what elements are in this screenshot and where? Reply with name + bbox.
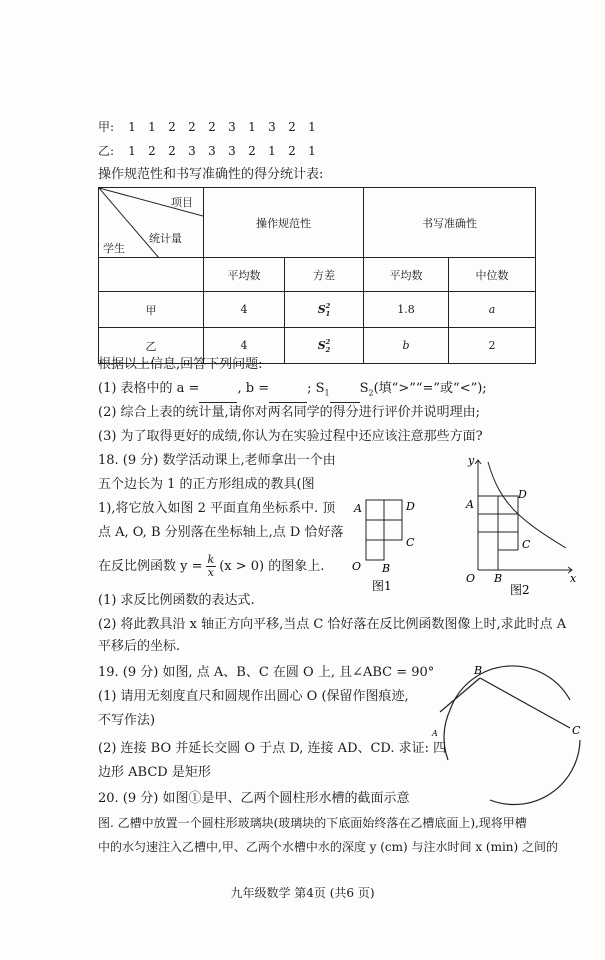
answer-blank[interactable]: [199, 390, 237, 403]
q19-line1: 19. (9 分) 如图, 点 A、B、C 在圆 O 上, 且∠ABC = 90°: [98, 665, 435, 680]
cell: 1.8: [364, 292, 449, 328]
score-value: 2: [168, 144, 176, 158]
q18-line4: 点 A, O, B 分别落在坐标轴上,点 D 恰好落: [98, 525, 344, 540]
sub-header: 方差: [285, 258, 364, 292]
fig2-label-O: O: [466, 572, 476, 585]
fig2-label-x: x: [570, 572, 577, 585]
score-value: 2: [288, 144, 296, 158]
answer-blank[interactable]: [330, 390, 360, 403]
cell: 4: [204, 328, 285, 364]
score-value: 1: [148, 120, 156, 134]
score-value: 1: [308, 120, 316, 134]
fig2-label-A: A: [466, 498, 474, 511]
q17-part3: (3) 为了取得更好的成绩,你认为在实验过程中还应该注意那些方面?: [98, 429, 483, 444]
q17-part1: (1) 表格中的 a = , b = ; $S_1$ $S_2$(填“>”“=”或“<”);: [98, 380, 487, 403]
score-label: 乙:: [98, 144, 115, 158]
q19-part1-cont: 不写作法): [98, 713, 156, 728]
stats-table: [98, 187, 536, 364]
score-value: 1: [268, 144, 276, 158]
corner-student: 学生: [103, 242, 125, 255]
q17-part2: (2) 综合上表的统计量,请你对两名同学的得分进行评价并说明理由;: [98, 405, 481, 420]
variance-sub: 2: [325, 345, 331, 354]
variance-symbol: S: [317, 302, 326, 316]
fig1-label-O: O: [352, 560, 362, 573]
score-value: 3: [268, 120, 276, 134]
score-value: 2: [208, 120, 216, 134]
table-title: 操作规范性和书写准确性的得分统计表:: [98, 167, 324, 182]
group-header-operation: 操作规范性: [204, 188, 364, 258]
figure-1: [342, 488, 432, 598]
score-row-jia: [98, 118, 322, 135]
fig2-label-y: y: [468, 454, 475, 467]
fig2-label-C: C: [522, 538, 531, 551]
q18-line3: 1),将它放入如图 2 平面直角坐标系中. 顶: [98, 501, 336, 516]
row-name: 乙: [99, 328, 204, 364]
fig3-label-A: A: [432, 729, 438, 738]
score-value: 3: [228, 120, 236, 134]
variance-cell: [285, 328, 364, 364]
page-footer: 九年级数学 第4页 (共6 页): [230, 886, 375, 900]
fig2-caption: 图2: [510, 583, 530, 597]
score-value: 3: [208, 144, 216, 158]
q18-part2-cont: 平移后的坐标.: [98, 639, 181, 654]
fig1-label-B: B: [382, 562, 391, 575]
fig1-label-D: D: [406, 500, 415, 513]
fig3-label-C: C: [572, 724, 581, 737]
q20-line3: 中的水匀速注入乙槽中,甲、乙两个水槽中水的深度 y (cm) 与注水时间 x (min) 之间的: [98, 840, 559, 854]
score-value: 2: [188, 120, 196, 134]
q18-line1: 18. (9 分) 数学活动课上,老师拿出一个由: [98, 453, 336, 468]
table-row: [99, 292, 536, 328]
q19-part1: (1) 请用无刻度直尺和圆规作出圆心 O (保留作图痕迹,: [98, 689, 409, 704]
score-value: 2: [148, 144, 156, 158]
empty-cell: [99, 258, 204, 292]
fraction-numerator: k: [207, 553, 215, 566]
cell: b: [364, 328, 449, 364]
q17-p1-text: , b =: [237, 381, 270, 396]
q20-line2: 图. 乙槽中放置一个圆柱形玻璃块(玻璃块的下底面始终落在乙槽底面上),现将甲槽: [98, 816, 527, 830]
q18-part1: (1) 求反比例函数的表达式.: [98, 593, 255, 608]
figure-2: [460, 452, 580, 624]
corner-item: 项目: [171, 196, 193, 209]
fraction-denominator: x: [207, 566, 214, 579]
variance-sup: 2: [325, 301, 331, 310]
figure-circle: [430, 660, 590, 810]
q19-part2: (2) 连接 BO 并延长交圆 O 于点 D, 连接 AD、CD. 求证: 四: [98, 741, 447, 756]
fraction: [206, 554, 217, 579]
score-value: 1: [248, 120, 256, 134]
score-value: 2: [168, 120, 176, 134]
row-name: 甲: [99, 292, 204, 328]
variance-symbol: S: [317, 338, 326, 352]
sub-header: 平均数: [364, 258, 449, 292]
score-value: 1: [128, 120, 136, 134]
fig3-label-B: B: [474, 664, 483, 677]
variance-cell: [285, 292, 364, 328]
sub-header: 中位数: [449, 258, 536, 292]
score-value: 1: [128, 144, 136, 158]
fig2-label-D: D: [518, 488, 527, 501]
fig1-label-C: C: [406, 536, 415, 549]
fig2-label-B: B: [494, 572, 503, 585]
q17-p1-text: (1) 表格中的 a =: [98, 381, 200, 396]
score-value: 1: [308, 144, 316, 158]
fig1-label-A: A: [354, 502, 362, 515]
q17-p1-text: (填“>”“=”或“<”);: [373, 381, 487, 396]
cell: 4: [204, 292, 285, 328]
q20-line1: 20. (9 分) 如图①是甲、乙两个圆柱形水槽的截面示意: [98, 791, 410, 806]
q17-p1-text: ; S: [307, 381, 325, 396]
cell: 2: [449, 328, 536, 364]
cell: a: [449, 292, 536, 328]
corner-stat: 统计量: [149, 232, 182, 245]
q17-p1-text: S: [359, 381, 369, 396]
table-corner: [99, 188, 204, 258]
sub-header: 平均数: [204, 258, 285, 292]
score-row-yi: [98, 142, 322, 159]
score-label: 甲:: [98, 120, 115, 134]
variance-sub: 1: [325, 309, 331, 318]
q19-part2-cont: 边形 ABCD 是矩形: [98, 765, 211, 780]
score-value: 2: [248, 144, 256, 158]
answer-blank[interactable]: [269, 390, 307, 403]
q17-intro: 根据以上信息,回答下列问题:: [98, 357, 263, 372]
q18-text: 在反比例函数 y =: [98, 558, 203, 574]
score-value: 3: [188, 144, 196, 158]
group-header-writing: 书写准确性: [364, 188, 536, 258]
q18-text: (x > 0) 的图象上.: [219, 558, 325, 574]
score-value: 3: [228, 144, 236, 158]
q18-line5: [98, 554, 324, 579]
q18-line2: 五个边长为 1 的正方形组成的教具(图: [98, 477, 315, 492]
variance-sup: 2: [325, 337, 331, 346]
score-value: 2: [288, 120, 296, 134]
q18-part2: (2) 将此教具沿 x 轴正方向平移,当点 C 恰好落在反比例函数图像上时,求此时点 A: [98, 617, 567, 632]
fig1-caption: 图1: [372, 579, 392, 593]
